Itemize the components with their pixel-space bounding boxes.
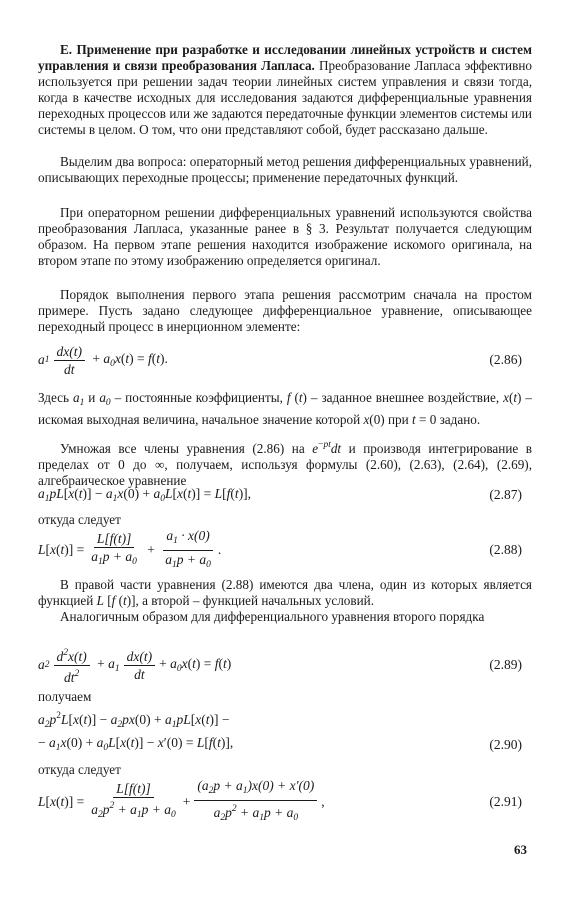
- equation-2-90-line-2: − $a_1x(0) + a_0L[x(t)] - x'(0) = L[f(t)]$,: [38, 735, 234, 753]
- questions-paragraph: [38, 154, 532, 186]
- equation-number: (2.89): [489, 657, 522, 672]
- get-label: [38, 689, 532, 705]
- equation-2-89-body: a 2 $\frac{d^2x(t)}{dt^2}$ + $a_1$ $\frac{dx(t)}{dt}$ + $a_0x(t) = f(t)$: [38, 647, 232, 685]
- follows-label-2: [38, 762, 532, 778]
- where-text: Здесь: [38, 390, 73, 405]
- follows-text: откуда следует: [38, 762, 121, 777]
- follows-text: откуда следует: [38, 512, 121, 527]
- where-text: при: [384, 411, 412, 427]
- operator-text: При операторном решении дифференциальных уравнений используются свойства преобразования Лапласа, указанные ранее в § 3. Результат получается следующим образом. На первом этапе решения находится изображение искомого оригинала, на втором этапе по этому изображению определяется оригинал.: [38, 205, 532, 268]
- where-text: задано.: [436, 411, 481, 427]
- where-text: – искомая выходная величина, начальное значение которой: [38, 390, 533, 427]
- follows-label-1: [38, 512, 532, 528]
- equation-number: (2.88): [489, 542, 522, 557]
- equation-2-91-body: L[x(t)] = $\frac{L[f(t)]}{a_2p^2 + a_1p + a_0}$ + $\frac{(a_2p + a_1)x(0) + x'(0)}{a_2p^2 + a_1p + a_0}$ ,: [38, 778, 325, 823]
- where-paragraph: Здесь $a_1$ и $a_0$ – постоянные коэффициенты, f (t) – заданное внешнее воздействие, x(t) – искомая выходная величина, начальное значение которой x(0) при t = 0 задано.: [38, 390, 533, 427]
- equation-2-89: [38, 645, 532, 685]
- equation-2-86-body: a 1 $\frac{dx(t)}{dt}$ + $a_0x(t) = f(t)$.: [38, 343, 168, 377]
- right-side-text: В правой части уравнения (2.88) имеются два члена, один из которых является функцией: [38, 577, 532, 608]
- analogous-paragraph: [38, 609, 532, 625]
- equation-2-90: [38, 709, 532, 759]
- get-text: получаем: [38, 689, 92, 704]
- equation-2-88-body: L[x(t)] = $\frac{L[f(t)]}{a_1p + a_0}$ + $\frac{a_1 \cdot x(0)}{a_1p + a_0}$ .: [38, 527, 222, 570]
- right-side-paragraph: В правой части уравнения (2.88) имеются два члена, один из которых является функцией L [f (t)], а второй – функцией начальных условий.: [38, 577, 532, 608]
- right-side-text: , а второй – функцией начальных условий.: [135, 592, 375, 608]
- equation-2-90-line-1: $a_2p^2L[x(t)] - a_2px(0) + a_1pL[x(t)]$ −: [38, 711, 230, 730]
- multiply-paragraph: Умножая все члены уравнения (2.86) на $e^{-pt}dt$ и производя интегрирование в пределах от 0 до ∞, получаем, используя формулы (2.60), (2.63), (2.64), (2.69), алгебраическое уравнение: [38, 440, 532, 488]
- equation-number: (2.91): [489, 794, 522, 809]
- questions-text: Выделим два вопроса: операторный метод решения дифференциальных уравнений, описывающих переходные процессы; применение передаточных функций.: [38, 154, 532, 185]
- equation-2-86: [38, 340, 532, 380]
- operator-paragraph: [38, 205, 532, 269]
- equation-2-87: [38, 482, 532, 508]
- order-text: Порядок выполнения первого этапа решения рассмотрим сначала на простом примере. Пусть задано следующее дифференциальное уравнение, описывающее переходный процесс в инерционном элементе:: [38, 287, 532, 334]
- order-paragraph: [38, 287, 532, 335]
- where-text: – заданное внешнее воздействие,: [306, 390, 504, 405]
- multiply-text: и производя интегрирование в пределах от 0 до ∞, получаем, используя формулы (2.60), (2.63), (2.64), (2.69), алгебраическое уравнение: [38, 441, 532, 488]
- section-e-paragraph: [38, 42, 532, 137]
- equation-2-88: [38, 527, 532, 570]
- equation-number: (2.87): [489, 487, 522, 502]
- page-number: 63: [514, 842, 527, 857]
- equation-number: (2.90): [489, 737, 522, 752]
- multiply-text: Умножая все члены уравнения (2.86) на: [60, 441, 313, 456]
- equation-2-87-body: $a_1pL[x(t)] - a_1x(0) + a_0L[x(t)] = L[f(t)]$,: [38, 486, 252, 504]
- equation-2-91: [38, 778, 532, 823]
- where-text: – постоянные коэффициенты,: [110, 390, 287, 405]
- section-heading: Е. Применение при разработке и исследовании линейных устройств и систем управления и связи преобразования Лапласа.: [38, 42, 532, 73]
- equation-number: (2.86): [489, 352, 522, 367]
- analogous-text: Аналогичным образом для дифференциального уравнения второго порядка: [60, 609, 485, 624]
- section-text: Преобразование Лапласа эффективно используется при решении задач теории линейных систем управления и связи тогда, когда в качестве исходных для исследования задаются дифференциальные уравнения переходных процессов или же задаются передаточные функции элементов системы или системы в целом. О том, что они представляют собой, будет рассказано дальше.: [38, 57, 532, 137]
- where-text: и: [84, 390, 100, 405]
